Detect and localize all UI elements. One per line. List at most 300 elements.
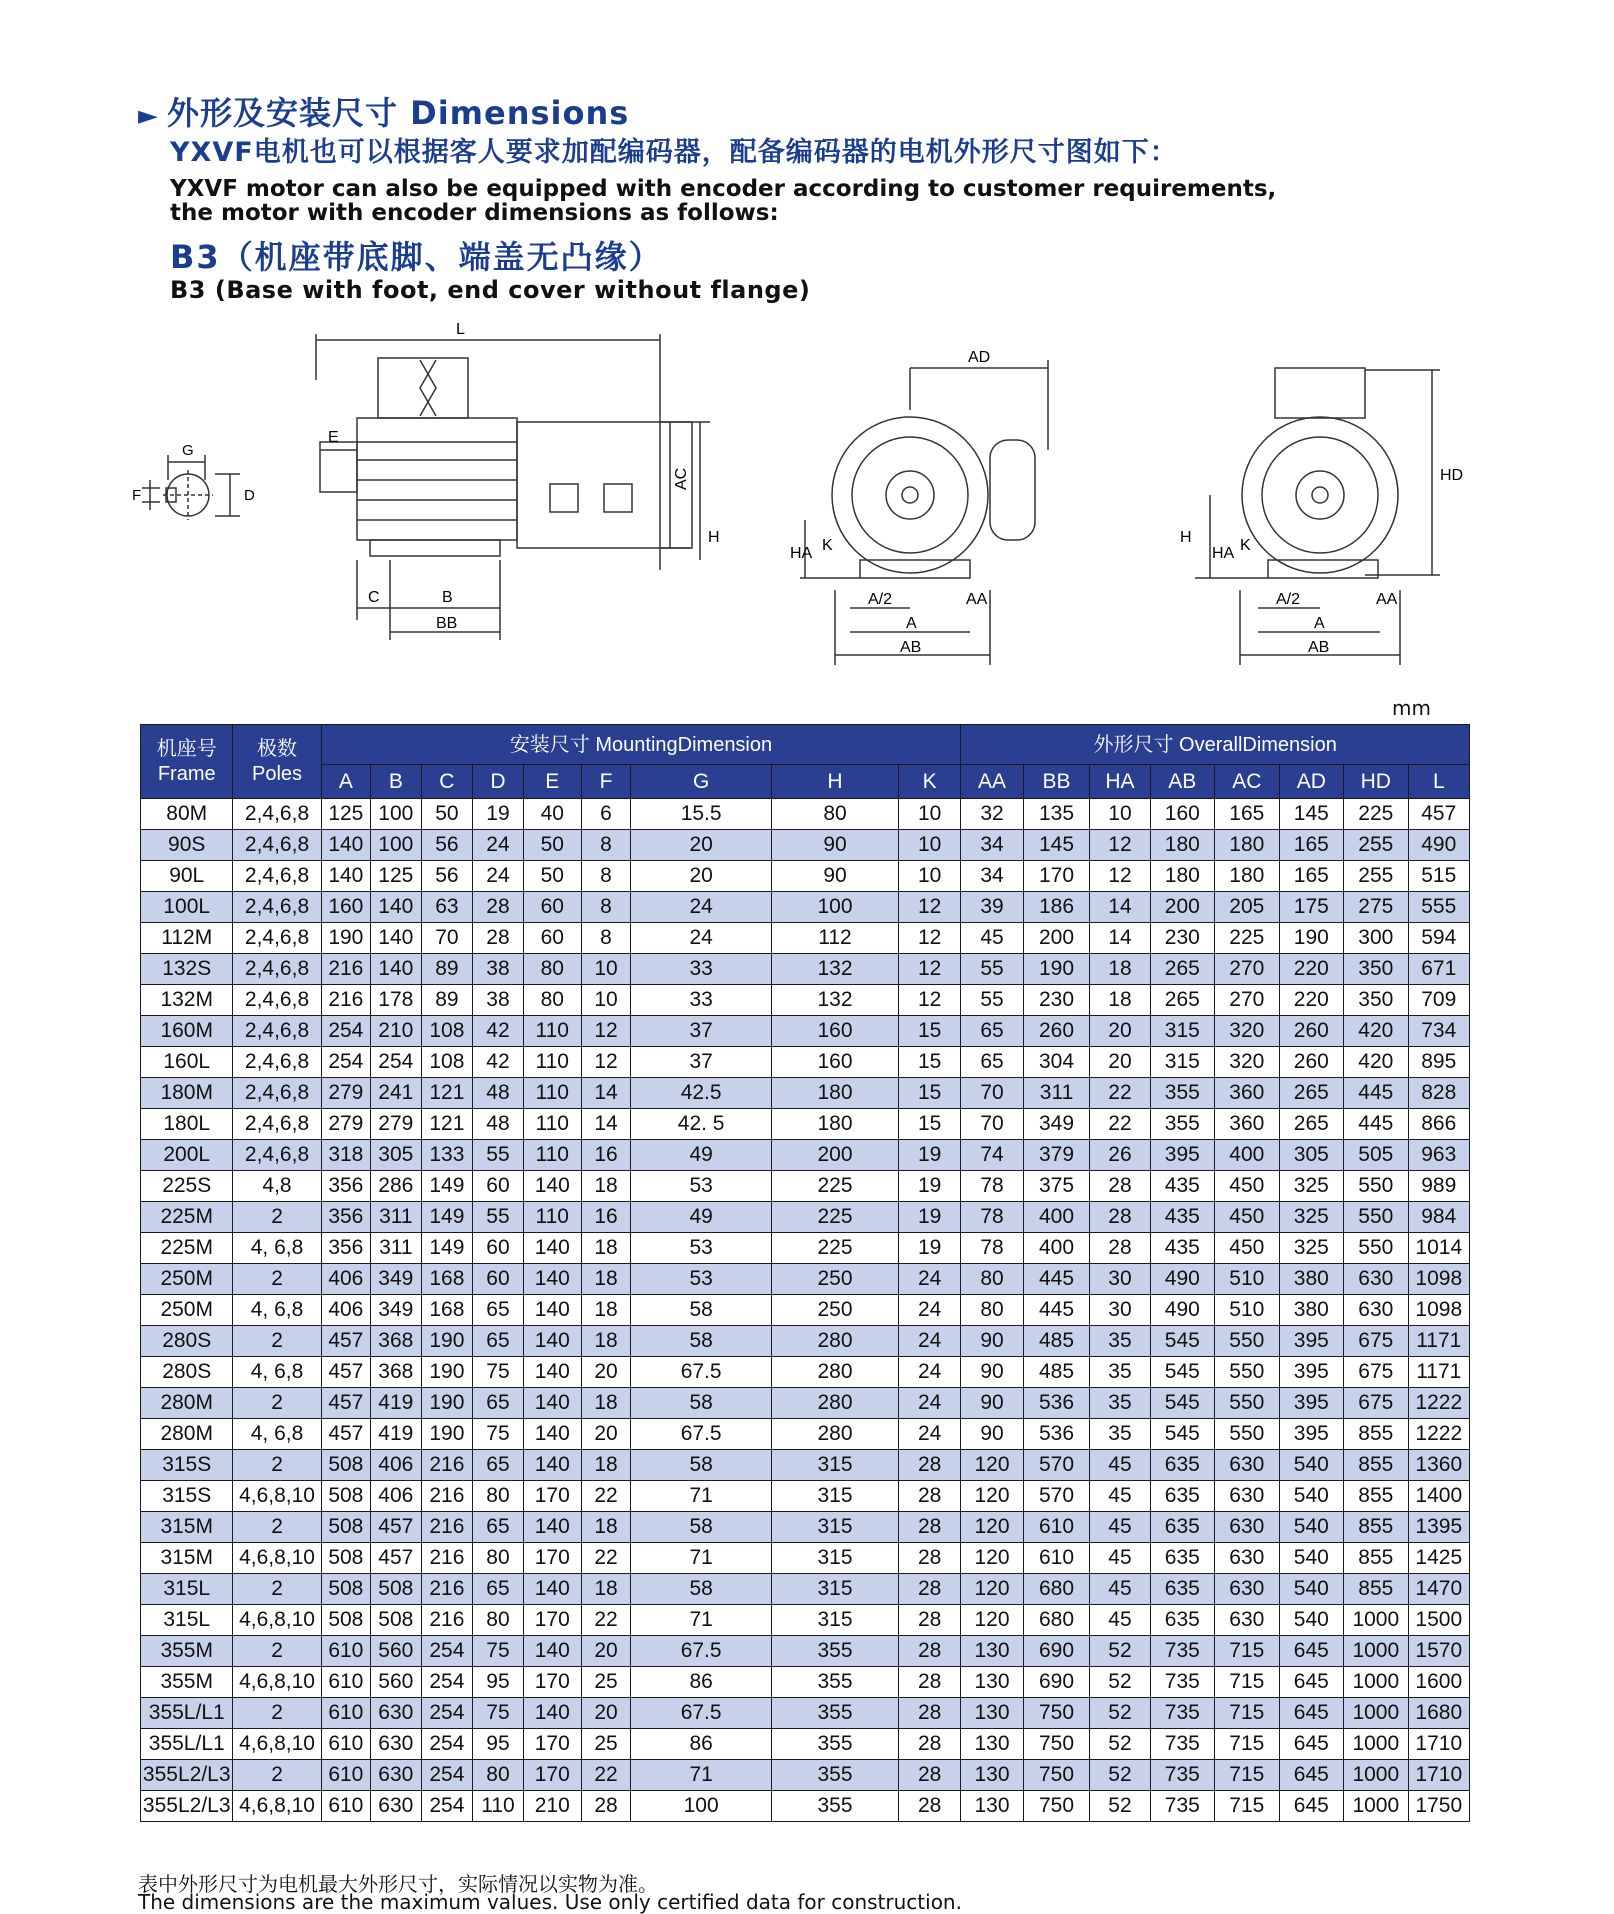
poles-cell: 2,4,6,8 [233,830,321,861]
value-cell: 149 [421,1233,473,1264]
value-cell: 34 [961,861,1023,892]
value-cell: 78 [961,1233,1023,1264]
value-cell: 395 [1279,1419,1344,1450]
value-cell: 80 [772,799,899,830]
table-row [141,1512,1470,1543]
value-cell: 320 [1215,1016,1280,1047]
value-cell: 170 [523,1543,581,1574]
table-row [141,1636,1470,1667]
value-cell: 12 [581,1016,630,1047]
value-cell: 356 [321,1171,370,1202]
value-cell: 24 [473,861,524,892]
value-cell: 545 [1150,1326,1215,1357]
value-cell: 318 [321,1140,370,1171]
poles-cell: 4,6,8,10 [233,1791,321,1822]
value-cell: 100 [772,892,899,923]
value-cell: 28 [898,1729,960,1760]
value-cell: 550 [1215,1326,1280,1357]
label-D: D [244,487,255,504]
value-cell: 28 [898,1760,960,1791]
value-cell: 610 [321,1760,370,1791]
value-cell: 715 [1215,1698,1280,1729]
value-cell: 356 [321,1202,370,1233]
value-cell: 450 [1215,1202,1280,1233]
value-cell: 24 [898,1357,960,1388]
value-cell: 149 [421,1171,473,1202]
value-cell: 540 [1279,1481,1344,1512]
value-cell: 110 [523,1140,581,1171]
value-cell: 58 [631,1388,772,1419]
value-cell: 241 [371,1078,422,1109]
value-cell: 110 [523,1078,581,1109]
value-cell: 360 [1215,1109,1280,1140]
value-cell: 265 [1150,985,1215,1016]
motor-dimension-drawings [0,320,1614,690]
value-cell: 175 [1279,892,1344,923]
value-cell: 19 [898,1171,960,1202]
value-cell: 216 [421,1605,473,1636]
poles-cell: 2 [233,1636,321,1667]
label-E: E [328,429,339,446]
value-cell: 24 [473,830,524,861]
value-cell: 90 [961,1326,1023,1357]
value-cell: 18 [581,1233,630,1264]
value-cell: 457 [371,1543,422,1574]
poles-cell: 2 [233,1760,321,1791]
value-cell: 630 [1215,1574,1280,1605]
value-cell: 121 [421,1078,473,1109]
value-cell: 180 [1215,861,1280,892]
value-cell: 15 [898,1016,960,1047]
value-cell: 355 [1150,1109,1215,1140]
value-cell: 550 [1215,1388,1280,1419]
value-cell: 508 [371,1574,422,1605]
value-cell: 594 [1408,923,1469,954]
col-header: C [421,765,473,799]
label-A-end: A [906,615,917,632]
label-A-half-enc: A/2 [1276,591,1301,608]
poles-cell: 2 [233,1264,321,1295]
value-cell: 8 [581,892,630,923]
poles-cell: 4,6,8,10 [233,1667,321,1698]
value-cell: 32 [961,799,1023,830]
value-cell: 866 [1408,1109,1469,1140]
value-cell: 490 [1408,830,1469,861]
value-cell: 630 [371,1729,422,1760]
value-cell: 75 [473,1419,524,1450]
frame-cell: 355L/L1 [141,1729,233,1760]
value-cell: 24 [898,1388,960,1419]
value-cell: 110 [523,1109,581,1140]
value-cell: 254 [421,1760,473,1791]
value-cell: 395 [1279,1326,1344,1357]
value-cell: 457 [321,1357,370,1388]
frame-cell: 132S [141,954,233,985]
value-cell: 67.5 [631,1357,772,1388]
value-cell: 286 [371,1171,422,1202]
value-cell: 56 [421,830,473,861]
value-cell: 540 [1279,1574,1344,1605]
value-cell: 65 [473,1574,524,1605]
value-cell: 125 [321,799,370,830]
table-row [141,1667,1470,1698]
value-cell: 180 [772,1078,899,1109]
value-cell: 368 [371,1326,422,1357]
value-cell: 55 [473,1202,524,1233]
label-HA-enc: HA [1212,545,1235,562]
value-cell: 12 [898,892,960,923]
value-cell: 28 [898,1450,960,1481]
label-AA-enc: AA [1376,591,1398,608]
value-cell: 78 [961,1171,1023,1202]
value-cell: 52 [1090,1698,1150,1729]
value-cell: 165 [1279,861,1344,892]
value-cell: 37 [631,1016,772,1047]
value-cell: 220 [1279,954,1344,985]
value-cell: 311 [371,1233,422,1264]
frame-cell: 225M [141,1233,233,1264]
poles-cell: 2,4,6,8 [233,923,321,954]
value-cell: 140 [523,1512,581,1543]
value-cell: 18 [581,1450,630,1481]
value-cell: 635 [1150,1481,1215,1512]
value-cell: 570 [1023,1481,1090,1512]
value-cell: 28 [1090,1233,1150,1264]
value-cell: 989 [1408,1171,1469,1202]
value-cell: 254 [421,1729,473,1760]
value-cell: 18 [1090,985,1150,1016]
value-cell: 140 [523,1698,581,1729]
poles-cell: 2 [233,1450,321,1481]
value-cell: 508 [321,1512,370,1543]
col-header: BB [1023,765,1090,799]
frame-cell: 280M [141,1419,233,1450]
value-cell: 70 [421,923,473,954]
poles-cell: 2,4,6,8 [233,799,321,830]
table-row [141,1729,1470,1760]
value-cell: 325 [1279,1202,1344,1233]
value-cell: 280 [772,1326,899,1357]
value-cell: 22 [581,1760,630,1791]
value-cell: 65 [473,1450,524,1481]
value-cell: 1680 [1408,1698,1469,1729]
label-AB-enc: AB [1308,639,1330,656]
col-header: L [1408,765,1469,799]
value-cell: 735 [1150,1791,1215,1822]
value-cell: 610 [1023,1543,1090,1574]
value-cell: 355 [772,1760,899,1791]
value-cell: 24 [898,1419,960,1450]
value-cell: 28 [581,1791,630,1822]
value-cell: 45 [1090,1605,1150,1636]
value-cell: 50 [421,799,473,830]
value-cell: 120 [961,1574,1023,1605]
value-cell: 216 [421,1450,473,1481]
value-cell: 355 [772,1791,899,1822]
value-cell: 58 [631,1295,772,1326]
triangle-marker-icon: ► [138,101,159,131]
value-cell: 55 [961,985,1023,1016]
frame-cell: 355L2/L3 [141,1791,233,1822]
value-cell: 690 [1023,1636,1090,1667]
subtitle-en-line1: YXVF motor can also be equipped with encoder according to customer requirements, [170,176,1277,202]
value-cell: 610 [321,1698,370,1729]
value-cell: 735 [1150,1667,1215,1698]
value-cell: 12 [1090,830,1150,861]
value-cell: 216 [421,1574,473,1605]
table-row [141,1171,1470,1202]
value-cell: 49 [631,1202,772,1233]
poles-cell: 2,4,6,8 [233,1140,321,1171]
table-row [141,830,1470,861]
value-cell: 26 [1090,1140,1150,1171]
value-cell: 457 [1408,799,1469,830]
value-cell: 190 [421,1388,473,1419]
value-cell: 445 [1344,1078,1409,1109]
value-cell: 130 [961,1636,1023,1667]
value-cell: 28 [898,1636,960,1667]
value-cell: 356 [321,1233,370,1264]
value-cell: 12 [1090,861,1150,892]
value-cell: 30 [1090,1264,1150,1295]
value-cell: 1360 [1408,1450,1469,1481]
value-cell: 18 [581,1574,630,1605]
label-HA-end: HA [790,545,813,562]
value-cell: 89 [421,985,473,1016]
value-cell: 28 [898,1698,960,1729]
value-cell: 1000 [1344,1605,1409,1636]
frame-cell: 90S [141,830,233,861]
value-cell: 16 [581,1140,630,1171]
value-cell: 130 [961,1760,1023,1791]
label-AD-end: AD [968,349,991,366]
value-cell: 168 [421,1295,473,1326]
value-cell: 435 [1150,1233,1215,1264]
value-cell: 1098 [1408,1264,1469,1295]
footnote-cn: 表中外形尺寸为电机最大外形尺寸，实际情况以实物为准。 [138,1872,658,1896]
value-cell: 24 [898,1295,960,1326]
subtitle-cn: YXVF电机也可以根据客人要求加配编码器，配备编码器的电机外形尺寸图如下： [170,137,1178,168]
value-cell: 33 [631,954,772,985]
poles-cell: 4, 6,8 [233,1233,321,1264]
frame-cell: 280S [141,1326,233,1357]
value-cell: 100 [631,1791,772,1822]
value-cell: 734 [1408,1016,1469,1047]
value-cell: 349 [371,1295,422,1326]
value-cell: 254 [321,1047,370,1078]
value-cell: 112 [772,923,899,954]
value-cell: 680 [1023,1574,1090,1605]
value-cell: 190 [421,1419,473,1450]
value-cell: 14 [1090,923,1150,954]
value-cell: 132 [772,985,899,1016]
value-cell: 435 [1150,1202,1215,1233]
value-cell: 140 [523,1388,581,1419]
value-cell: 255 [1344,830,1409,861]
poles-cell: 2,4,6,8 [233,1016,321,1047]
value-cell: 22 [1090,1078,1150,1109]
value-cell: 149 [421,1202,473,1233]
value-cell: 170 [1023,861,1090,892]
value-cell: 671 [1408,954,1469,985]
poles-cell: 2,4,6,8 [233,861,321,892]
label-K-end: K [822,537,833,554]
value-cell: 645 [1279,1729,1344,1760]
value-cell: 555 [1408,892,1469,923]
poles-cell: 2,4,6,8 [233,1109,321,1140]
frame-cell: 225S [141,1171,233,1202]
value-cell: 205 [1215,892,1280,923]
value-cell: 130 [961,1791,1023,1822]
value-cell: 400 [1215,1140,1280,1171]
value-cell: 67.5 [631,1636,772,1667]
value-cell: 42.5 [631,1078,772,1109]
value-cell: 715 [1215,1760,1280,1791]
value-cell: 18 [581,1512,630,1543]
value-cell: 325 [1279,1233,1344,1264]
label-AA-end: AA [966,591,988,608]
value-cell: 545 [1150,1419,1215,1450]
value-cell: 216 [421,1543,473,1574]
value-cell: 140 [523,1171,581,1202]
value-cell: 48 [473,1109,524,1140]
value-cell: 30 [1090,1295,1150,1326]
value-cell: 610 [321,1636,370,1667]
value-cell: 225 [772,1171,899,1202]
table-row [141,1233,1470,1264]
value-cell: 1000 [1344,1698,1409,1729]
value-cell: 20 [581,1357,630,1388]
value-cell: 49 [631,1140,772,1171]
label-A-enc: A [1314,615,1325,632]
value-cell: 457 [321,1419,370,1450]
value-cell: 28 [898,1791,960,1822]
table-row [141,1574,1470,1605]
value-cell: 645 [1279,1760,1344,1791]
value-cell: 1000 [1344,1729,1409,1760]
value-cell: 89 [421,954,473,985]
value-cell: 510 [1215,1264,1280,1295]
value-cell: 190 [321,923,370,954]
value-cell: 320 [1215,1047,1280,1078]
value-cell: 419 [371,1419,422,1450]
frame-cell: 80M [141,799,233,830]
value-cell: 14 [1090,892,1150,923]
value-cell: 168 [421,1264,473,1295]
value-cell: 110 [523,1047,581,1078]
value-cell: 108 [421,1047,473,1078]
value-cell: 52 [1090,1760,1150,1791]
value-cell: 508 [321,1450,370,1481]
table-row [141,923,1470,954]
poles-cell: 2,4,6,8 [233,1047,321,1078]
value-cell: 1500 [1408,1605,1469,1636]
value-cell: 355 [1150,1078,1215,1109]
value-cell: 457 [371,1512,422,1543]
value-cell: 80 [961,1295,1023,1326]
value-cell: 304 [1023,1047,1090,1078]
frame-cell: 280S [141,1357,233,1388]
value-cell: 37 [631,1047,772,1078]
value-cell: 395 [1150,1140,1215,1171]
value-cell: 28 [898,1667,960,1698]
value-cell: 120 [961,1481,1023,1512]
value-cell: 635 [1150,1450,1215,1481]
value-cell: 120 [961,1543,1023,1574]
value-cell: 270 [1215,954,1280,985]
frame-cell: 315L [141,1574,233,1605]
value-cell: 445 [1023,1295,1090,1326]
value-cell: 250 [772,1295,899,1326]
label-B: B [442,589,453,606]
group-mounting-header: 安装尺寸 MountingDimension [321,725,961,765]
value-cell: 1222 [1408,1419,1469,1450]
frame-cell: 225M [141,1202,233,1233]
value-cell: 645 [1279,1791,1344,1822]
value-cell: 280 [772,1388,899,1419]
value-cell: 560 [371,1667,422,1698]
value-cell: 160 [1150,799,1215,830]
value-cell: 645 [1279,1667,1344,1698]
value-cell: 52 [1090,1791,1150,1822]
value-cell: 10 [898,861,960,892]
col-header: HD [1344,765,1409,799]
value-cell: 140 [523,1357,581,1388]
value-cell: 140 [523,1574,581,1605]
frame-cell: 132M [141,985,233,1016]
value-cell: 160 [772,1016,899,1047]
value-cell: 28 [898,1543,960,1574]
value-cell: 828 [1408,1078,1469,1109]
value-cell: 130 [961,1729,1023,1760]
label-BB: BB [436,615,458,632]
frame-cell: 315S [141,1450,233,1481]
value-cell: 65 [473,1512,524,1543]
value-cell: 210 [523,1791,581,1822]
value-cell: 265 [1279,1109,1344,1140]
label-F: F [132,487,142,504]
value-cell: 35 [1090,1388,1150,1419]
value-cell: 60 [473,1233,524,1264]
group-overall-header: 外形尺寸 OverallDimension [961,725,1470,765]
value-cell: 545 [1150,1357,1215,1388]
value-cell: 45 [1090,1450,1150,1481]
table-row [141,1605,1470,1636]
value-cell: 1000 [1344,1760,1409,1791]
frame-cell: 90L [141,861,233,892]
value-cell: 28 [898,1605,960,1636]
value-cell: 445 [1023,1264,1090,1295]
value-cell: 1000 [1344,1667,1409,1698]
poles-cell: 2 [233,1574,321,1605]
value-cell: 135 [1023,799,1090,830]
value-cell: 325 [1279,1171,1344,1202]
value-cell: 305 [1279,1140,1344,1171]
label-C: C [368,589,380,606]
value-cell: 540 [1279,1605,1344,1636]
value-cell: 630 [1344,1295,1409,1326]
col-header: E [523,765,581,799]
value-cell: 60 [473,1171,524,1202]
value-cell: 90 [961,1419,1023,1450]
table-row [141,1016,1470,1047]
value-cell: 225 [1344,799,1409,830]
value-cell: 230 [1150,923,1215,954]
value-cell: 190 [1023,954,1090,985]
frame-cell: 355M [141,1636,233,1667]
frame-cell: 160L [141,1047,233,1078]
value-cell: 715 [1215,1729,1280,1760]
